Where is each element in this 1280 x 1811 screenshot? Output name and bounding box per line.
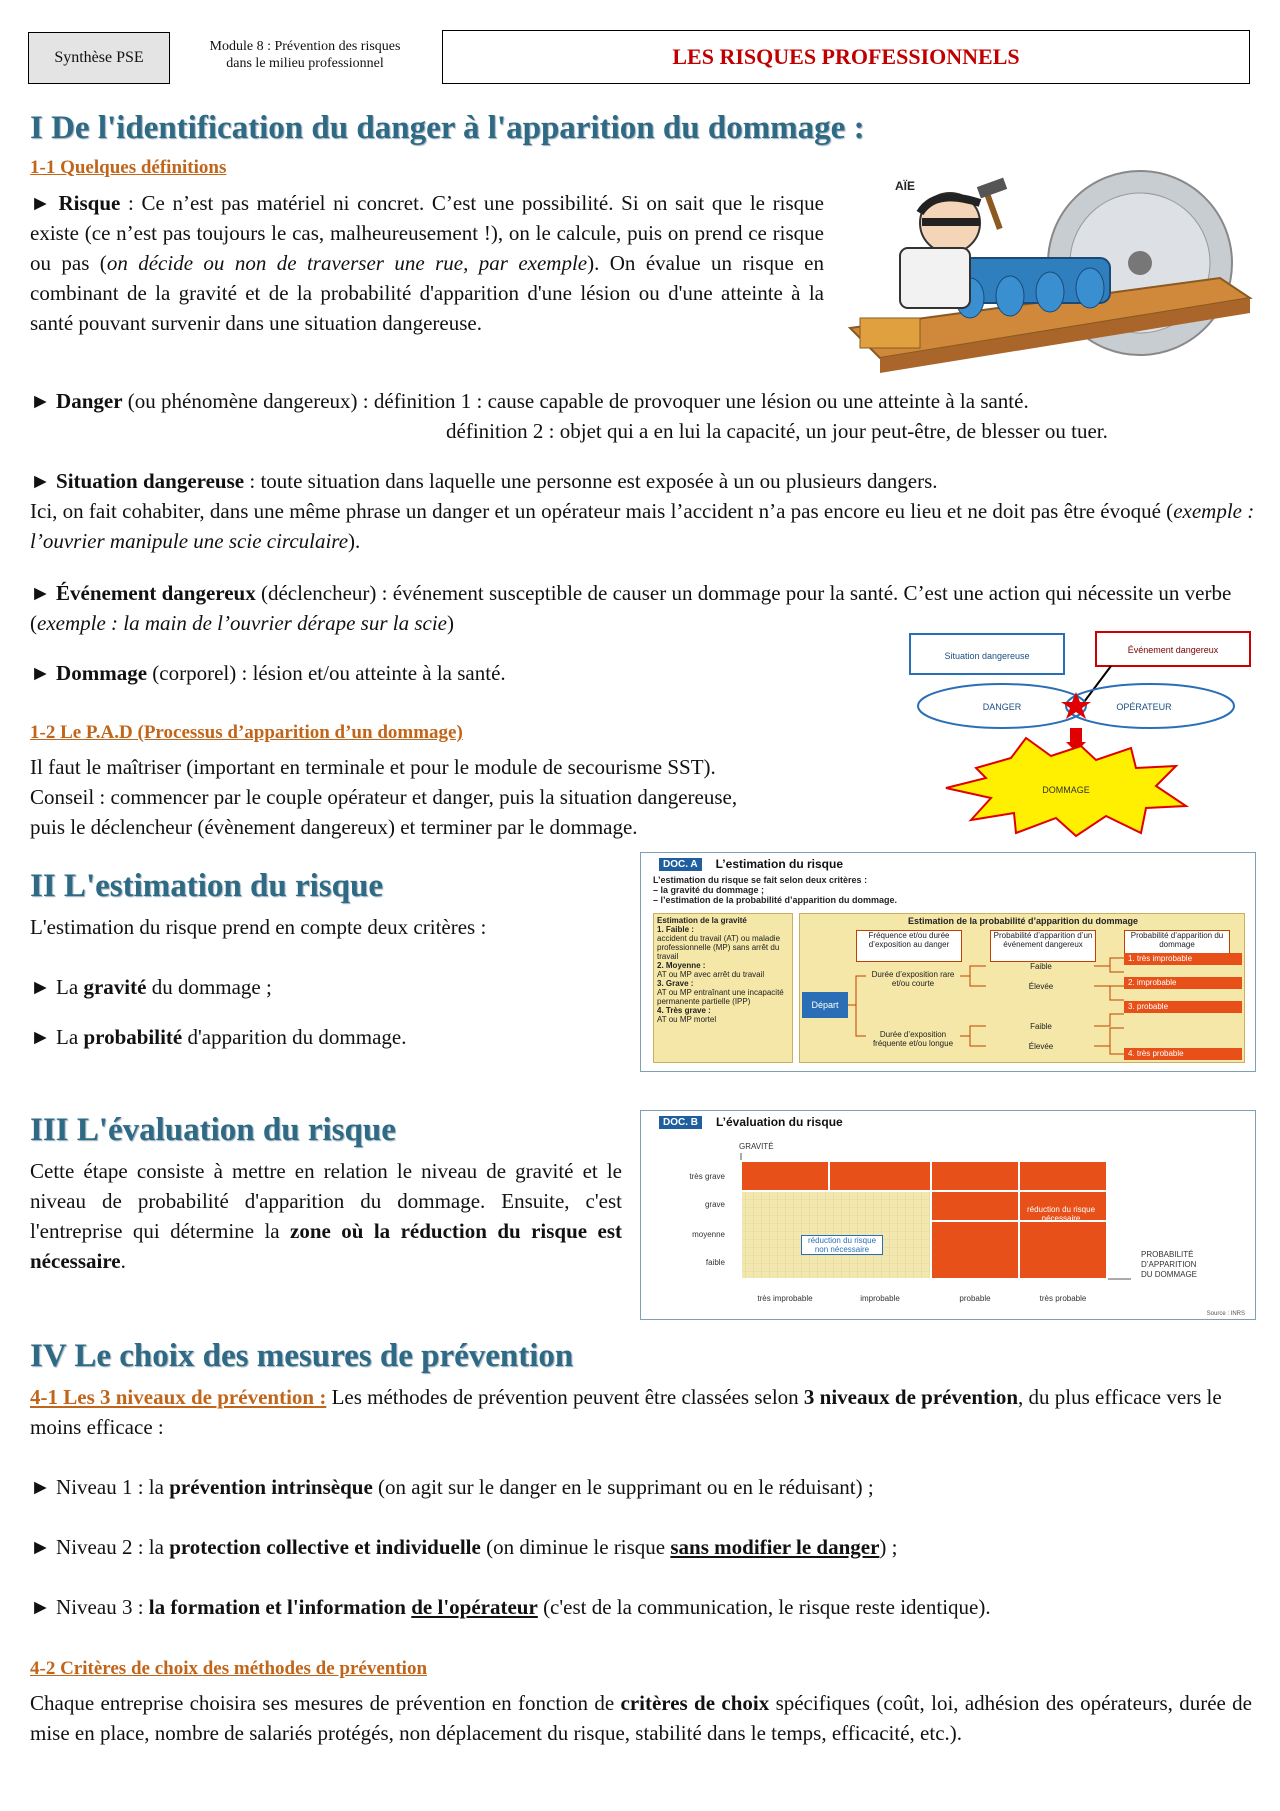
- n2-bold: protection collective et individuelle: [169, 1535, 481, 1559]
- cartoon-exclamation: AÏE: [895, 179, 916, 193]
- doc-a-g3a: AT ou MP entraînant une incapacité permanente partielle (IPP): [657, 988, 784, 1006]
- doc-b-x-axis-2: D’APPARITION: [1141, 1260, 1197, 1269]
- doc-a-tag: DOC. A: [659, 858, 702, 871]
- niveaux-intro: [30, 1382, 1260, 1442]
- doc-b-x-axis-1: PROBABILITÉ: [1141, 1250, 1194, 1259]
- doc-b-row-0: très grave: [689, 1172, 725, 1181]
- crit-bold: critères de choix: [620, 1691, 770, 1715]
- pad-paragraph: [30, 752, 910, 842]
- doc-b-source: Source : INRS: [1206, 1311, 1245, 1317]
- doc-a-gravite-panel: [653, 913, 793, 1063]
- evenement-definition: ► Événement dangereux (déclencheur) : événement susceptible de causer un dommage pour la santé. C’est une action qui nécessite un verbe (exemple : la main de l’ouvrier dérape sur la scie): [30, 581, 1232, 635]
- crit1-bold: gravité: [83, 975, 147, 999]
- dommage-definition: ► Dommage (corporel) : lésion et/ou atteinte à la santé.: [30, 661, 506, 685]
- crit1-pre: La: [50, 975, 84, 999]
- situation-end: ).: [348, 529, 361, 553]
- doc-b-figure: [640, 1110, 1256, 1320]
- subsection-1-1-heading: 1-1 Quelques définitions: [30, 157, 227, 178]
- danger-definition: ► Danger (ou phénomène dangereux) : définition 1 : cause capable de provoquer une lésion ou une atteinte à la santé.: [30, 389, 1029, 413]
- doc-b-row-2: moyenne: [692, 1230, 725, 1239]
- niveau-3: ► Niveau 3 : la formation et l'information de l'opérateur (c'est de la communication, le risque reste identique).: [30, 1595, 991, 1619]
- document-title-text: LES RISQUES PROFESSIONNELS: [672, 44, 1020, 69]
- evenement-text: (déclencheur) : événement susceptible de causer un dommage pour la santé. C’est une action qui nécessite un verbe (: [30, 581, 1232, 635]
- risque-definition: ► Risque : Ce n’est pas matériel ni concret. C’est une possibilité. Si on sait que le risque existe (ce n’est pas toujours le cas, malheureusement !), on le calcule, puis on prend ce risque ou pas (on décide ou non de traverser une rue, par exemple). On évalue un risque en combinant de la gravité et de la probabilité d'apparition d'une lésion ou d'une atteinte à la santé pouvant survenir dans une situation dangereuse.: [30, 191, 824, 335]
- evenement-example: exemple : la main de l’ouvrier dérape sur la scie: [37, 611, 447, 635]
- doc-a-g2: 2. Moyenne :: [657, 961, 706, 970]
- crit1-post: du dommage ;: [146, 975, 272, 999]
- niveau-1: ► Niveau 1 : la prévention intrinsèque (on agit sur le danger en le supprimant ou en le réduisant) ;: [30, 1475, 874, 1499]
- doc-a-g2a: AT ou MP avec arrêt du travail: [657, 970, 765, 979]
- cell-tresgrave-improbable: [829, 1161, 931, 1191]
- risque-example: on décide ou non de traverser une rue, par exemple: [106, 251, 588, 275]
- doc-a-p3: 3. probable: [1124, 1001, 1242, 1013]
- pad-danger-label: DANGER: [982, 702, 1022, 712]
- cell-tresgrave-tresprobable: [1019, 1161, 1107, 1191]
- pad-diagram: [906, 628, 1256, 840]
- doc-a-col2: Probabilité d’apparition d’un événement dangereux: [990, 930, 1096, 962]
- doc-a-title: L’estimation du risque: [715, 857, 843, 871]
- doc-b-row-3: faible: [705, 1258, 725, 1267]
- dommage-text: (corporel) : lésion et/ou atteinte à la santé.: [147, 661, 506, 685]
- doc-a-intro: [653, 875, 897, 905]
- doc-b-col-2: probable: [959, 1294, 991, 1303]
- cell-low-tresprobable: [1019, 1221, 1107, 1279]
- doc-a-g1a: accident du travail (AT) ou maladie professionnelle (MP) sans arrêt du travail: [657, 934, 781, 961]
- doc-a-figure: [640, 852, 1256, 1072]
- criteres-paragraph: [30, 1688, 1252, 1748]
- niveaux-intro-text: Les méthodes de prévention peuvent être classées selon: [326, 1385, 804, 1409]
- n1-bold: prévention intrinsèque: [169, 1475, 373, 1499]
- n2-pre: Niveau 2 : la: [50, 1535, 170, 1559]
- crit2-bold: probabilité: [83, 1025, 183, 1049]
- cell-low-probable: [931, 1221, 1019, 1279]
- n1-pre: Niveau 1 : la: [50, 1475, 170, 1499]
- pad-line-1: Il faut le maîtriser (important en terminale et pour le module de secourisme SST).: [30, 755, 716, 779]
- danger-definition-2: définition 2 : objet qui a en lui la capacité, un jour peut-être, de blesser ou tuer.: [446, 419, 1108, 443]
- risque-term: Risque: [58, 191, 121, 215]
- crit-post: spécifiques (coût, loi, adhésion des opérateurs, durée de mise en place, nombre de salariés protégés, non déplacement du risque, stabilité dans le temps, efficacité, etc.).: [30, 1691, 1252, 1745]
- n3-bold-underlined: de l'opérateur: [411, 1595, 538, 1619]
- cell-grave-probable: [931, 1191, 1019, 1221]
- pad-situation-label: Situation dangereuse: [944, 651, 1030, 661]
- doc-b-zone-needed-label: réduction du risque nécessaire: [1026, 1205, 1096, 1223]
- saw-worker-illustration: [840, 168, 1260, 380]
- section-4-heading: IV Le choix des mesures de prévention: [30, 1338, 574, 1374]
- doc-b-col-1: improbable: [860, 1294, 900, 1303]
- doc-a-elevee-2: Élevée: [1028, 1042, 1054, 1051]
- crit2-pre: La: [50, 1025, 84, 1049]
- doc-a-g1: 1. Faible :: [657, 925, 694, 934]
- dommage-term: Dommage: [56, 661, 148, 685]
- situation-example: exemple : l’ouvrier manipule une scie circulaire: [30, 499, 1255, 553]
- pad-line-3: puis le déclencheur (évènement dangereux) et terminer par le dommage.: [30, 815, 638, 839]
- synthese-label: [28, 32, 170, 84]
- n2-mid: (on diminue le risque: [480, 1535, 671, 1559]
- crit2-post: d'apparition du dommage.: [182, 1025, 407, 1049]
- doc-a-dur1: Durée d’exposition rare et/ou courte: [871, 970, 955, 988]
- subsection-4-2-heading: 4-2 Critères de choix des méthodes de prévention: [30, 1658, 428, 1679]
- doc-a-intro-2: – la gravité du dommage ;: [653, 885, 765, 895]
- doc-b-row-1: grave: [704, 1200, 725, 1209]
- n2-bold-underlined: sans modifier le danger: [670, 1535, 880, 1559]
- doc-b-risk-matrix: [641, 1111, 1255, 1319]
- doc-b-col-0: très improbable: [757, 1294, 813, 1303]
- doc-a-depart: Départ: [802, 992, 848, 1018]
- pad-line-2: Conseil : commencer par le couple opérateur et danger, puis la situation dangereuse,: [30, 785, 738, 809]
- doc-a-p2: 2. improbable: [1124, 977, 1242, 989]
- doc-a-g4: 4. Très grave :: [657, 1006, 711, 1015]
- evaluation-paragraph: [30, 1156, 622, 1276]
- evenement-term: Événement dangereux: [56, 581, 256, 605]
- estimation-intro: L'estimation du risque prend en compte deux critères :: [30, 915, 487, 939]
- n1-post: (on agit sur le danger en le supprimant ou en le réduisant) ;: [372, 1475, 874, 1499]
- risque-text-2: ). On évalue un risque en combinant de la gravité et de la probabilité d'apparition d'une lésion ou d'une atteinte à la santé pouvant survenir dans une situation dangereuse.: [30, 251, 824, 335]
- n3-bold: la formation et l'information: [148, 1595, 412, 1619]
- doc-a-p1: 1. très improbable: [1124, 953, 1242, 965]
- section-1-heading: I De l'identification du danger à l'apparition du dommage :: [30, 110, 865, 146]
- pad-operateur-label: OPÉRATEUR: [1116, 702, 1172, 712]
- doc-b-title: L’évaluation du risque: [716, 1115, 843, 1129]
- danger-term: Danger: [56, 389, 123, 413]
- doc-a-intro-3: – l’estimation de la probabilité d’apparition du dommage.: [653, 895, 898, 905]
- situation-definition: ► Situation dangereuse : toute situation dans laquelle une personne est exposée à un ou plusieurs dangers. Ici, on fait cohabiter, dans une même phrase un danger et un opérateur mais l’accident n’a pas encore eu lieu et ne doit pas être évoqué (exemple : l’ouvrier manipule une scie circulaire).: [30, 469, 1255, 553]
- doc-a-dur2: Durée d’exposition fréquente et/ou longue: [872, 1030, 954, 1048]
- doc-a-faible-1: Faible: [1030, 962, 1052, 971]
- module-label: [180, 38, 430, 72]
- situation-text: : toute situation dans laquelle une personne est exposée à un ou plusieurs dangers.: [244, 469, 938, 493]
- risque-text-1: : Ce n’est pas matériel ni concret. C’est une possibilité. Si on sait que le risque existe (ce n’est pas toujours le cas, malheureusement !), on le calcule, puis on prend ce risque ou pas (: [30, 191, 824, 275]
- pad-evenement-label: Événement dangereux: [1127, 645, 1219, 655]
- subsection-4-1-heading: 4-1 Les 3 niveaux de prévention :: [30, 1385, 327, 1409]
- evenement-end: ): [446, 611, 454, 635]
- synthese-text: Synthèse PSE: [54, 49, 144, 66]
- doc-a-intro-1: L’estimation du risque se fait selon deux critères :: [653, 875, 868, 885]
- section-2-heading: II L'estimation du risque: [30, 868, 383, 904]
- doc-b-col-3: très probable: [1039, 1294, 1087, 1303]
- doc-a-proba-title: Estimation de la probabilité d’apparition du dommage: [907, 916, 1139, 926]
- evaluation-bold: zone où la réduction du risque est nécessaire: [30, 1219, 623, 1273]
- doc-a-col1: Fréquence et/ou durée d’exposition au danger: [856, 930, 962, 962]
- doc-a-g3: 3. Grave :: [657, 979, 694, 988]
- niveaux-intro-bold: 3 niveaux de prévention: [803, 1385, 1019, 1409]
- doc-b-zone-not-needed-label: réduction du risque non nécessaire: [801, 1235, 883, 1255]
- subsection-1-2-heading: 1-2 Le P.A.D (Processus d’apparition d’un dommage): [30, 722, 463, 743]
- cell-tresgrave-probable: [931, 1161, 1019, 1191]
- doc-b-x-axis-3: DU DOMMAGE: [1141, 1270, 1197, 1279]
- section-3-heading: III L'évaluation du risque: [30, 1112, 396, 1148]
- n3-pre: Niveau 3 :: [50, 1595, 149, 1619]
- n3-post: (c'est de la communication, le risque reste identique).: [537, 1595, 991, 1619]
- crit-pre: Chaque entreprise choisira ses mesures de prévention en fonction de: [30, 1691, 621, 1715]
- module-line-1: Module 8 : Prévention des risques: [209, 39, 401, 54]
- evaluation-end: .: [120, 1249, 126, 1273]
- doc-a-proba-panel: [799, 913, 1245, 1063]
- doc-b-tag: DOC. B: [659, 1116, 702, 1129]
- doc-a-elevee-1: Élevée: [1028, 982, 1054, 991]
- niveau-2: ► Niveau 2 : la protection collective et individuelle (on diminue le risque sans modifier le danger) ;: [30, 1535, 898, 1559]
- niveaux-intro-end: , du plus efficace vers le moins efficace :: [30, 1385, 1222, 1439]
- doc-a-col3: Probabilité d’apparition du dommage: [1124, 930, 1230, 962]
- pad-dommage-label: DOMMAGE: [1042, 785, 1090, 795]
- doc-a-faible-2: Faible: [1030, 1022, 1052, 1031]
- criterion-gravite: ► La gravité du dommage ;: [30, 975, 272, 999]
- doc-a-gravite-title: Estimation de la gravité: [657, 916, 747, 925]
- module-line-2: dans le milieu professionnel: [226, 56, 384, 71]
- doc-a-g4a: AT ou MP mortel: [657, 1015, 717, 1024]
- cell-tresgrave-tresimprobable: [741, 1161, 829, 1191]
- situation-term: Situation dangereuse: [56, 469, 245, 493]
- n2-post: ) ;: [879, 1535, 898, 1559]
- danger-text: (ou phénomène dangereux) : définition 1 : cause capable de provoquer une lésion ou une atteinte à la santé.: [122, 389, 1029, 413]
- situation-line-2: Ici, on fait cohabiter, dans une même phrase un danger et un opérateur mais l’accident n’a pas encore eu lieu et ne doit pas être évoqué (: [30, 499, 1174, 523]
- doc-a-p4: 4. très probable: [1124, 1048, 1242, 1060]
- evaluation-text: Cette étape consiste à mettre en relation le niveau de gravité et le niveau de probabilité d'apparition du dommage. Ensuite, c'est l'entreprise qui détermine la: [30, 1159, 622, 1243]
- criterion-probabilite: ► La probabilité d'apparition du dommage.: [30, 1025, 407, 1049]
- document-title: [442, 30, 1250, 84]
- doc-b-y-axis-label: GRAVITÉ: [739, 1142, 774, 1151]
